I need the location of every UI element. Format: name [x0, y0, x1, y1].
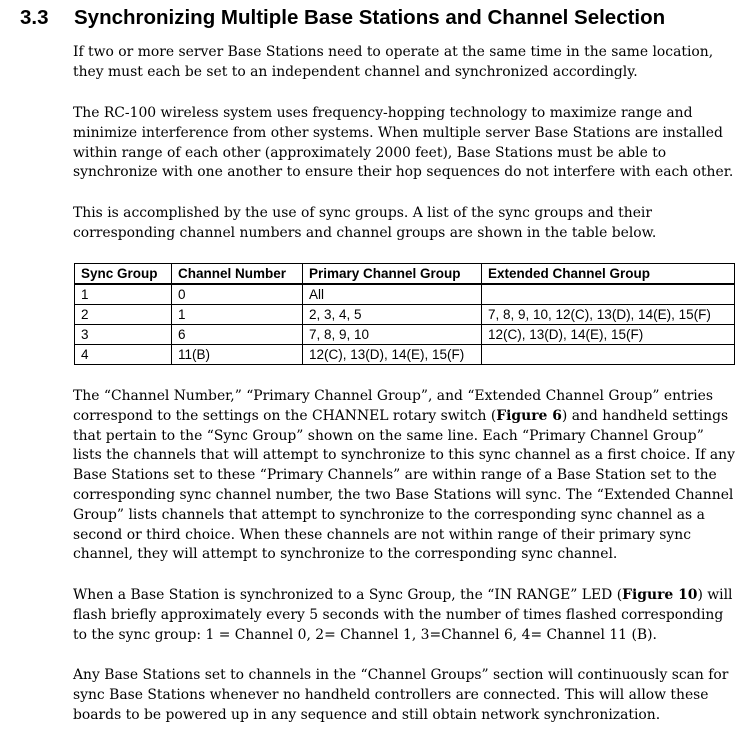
- section-number: 3.3: [20, 6, 49, 29]
- text-line: [73, 407, 738, 427]
- text-line: [73, 586, 738, 606]
- text-run: When a Base Station is synchronized to a Sync Group, the “IN RANGE” LED (: [73, 587, 623, 603]
- text-line: lists the channels that will attempt to synchronize to this sync channel as a first choice. If any: [73, 447, 735, 464]
- text-line: that pertain to the “Sync Group” shown on the same line. Each “Primary Channel Group”: [73, 427, 704, 444]
- figure-6-reference: Figure 6: [496, 407, 562, 424]
- text-line: minimize interference from other systems. When multiple server Base Stations are installed: [73, 124, 723, 141]
- table-row: [75, 305, 735, 325]
- section-heading: [20, 6, 665, 30]
- table-cell: 7, 8, 9, 10: [303, 325, 482, 345]
- text-line: within range of each other (approximately 2000 feet), Base Stations must be able to: [73, 144, 667, 161]
- table-cell: 2, 3, 4, 5: [303, 305, 482, 325]
- table-cell: 11(B): [172, 345, 303, 365]
- table-cell: 6: [172, 325, 303, 345]
- text-line: The RC-100 wireless system uses frequency-hopping technology to maximize range and: [73, 105, 693, 121]
- paragraph-intro: [73, 43, 738, 83]
- table-cell: 12(C), 13(D), 14(E), 15(F): [482, 325, 735, 345]
- table-cell: 7, 8, 9, 10, 12(C), 13(D), 14(E), 15(F): [482, 305, 735, 325]
- text-line: Group” lists channels that attempt to synchronize to the corresponding sync channel as a: [73, 506, 705, 523]
- table-cell: 1: [172, 305, 303, 325]
- header-channel-number: Channel Number: [172, 264, 303, 285]
- text-line: If two or more server Base Stations need to operate at the same time in the same location,: [73, 44, 714, 60]
- text-line: corresponding sync channel number, the two Base Stations will sync. The “Extended Channel: [73, 486, 734, 503]
- paragraph-channel-settings: [73, 387, 738, 565]
- text-line: Base Stations set to these “Primary Channels” are within range of a Base Station set to the: [73, 467, 717, 484]
- text-line: they must each be set to an independent channel and synchronized accordingly.: [73, 63, 638, 80]
- table-cell: 12(C), 13(D), 14(E), 15(F): [303, 345, 482, 365]
- text-line: sync Base Stations whenever no handheld controllers are connected. This will allow these: [73, 686, 709, 703]
- header-sync-group: Sync Group: [75, 264, 172, 285]
- figure-10-reference: Figure 10: [622, 587, 698, 603]
- table-row: [75, 325, 735, 345]
- text-run: ) and handheld settings: [561, 407, 729, 424]
- text-run: ) will: [697, 587, 733, 603]
- paragraph-in-range-led: [73, 586, 738, 645]
- header-primary-channel-group: Primary Channel Group: [303, 264, 482, 285]
- table-cell: 2: [75, 305, 172, 325]
- text-run: correspond to the settings on the CHANNEL rotary switch (: [73, 407, 497, 424]
- table-cell: [482, 345, 735, 365]
- table-cell: 4: [75, 345, 172, 365]
- table-cell: [482, 284, 735, 305]
- table-cell: 0: [172, 284, 303, 305]
- text-line: flash briefly approximately every 5 seconds with the number of times flashed corresponding: [73, 606, 724, 623]
- text-line: Any Base Stations set to channels in the “Channel Groups” section will continuously scan for: [73, 667, 729, 683]
- paragraph-sync-groups: [73, 204, 738, 244]
- paragraph-frequency-hopping: [73, 104, 738, 183]
- table-header-row: [75, 264, 735, 285]
- text-line: to the sync group: 1 = Channel 0, 2= Channel 1, 3=Channel 6, 4= Channel 11 (B).: [73, 626, 657, 643]
- text-line: synchronize with one another to ensure their hop sequences do not interfere with each other.: [73, 164, 734, 181]
- text-line: channel, they will attempt to synchronize to the corresponding sync channel.: [73, 546, 618, 563]
- table-row: [75, 284, 735, 305]
- table-cell: 3: [75, 325, 172, 345]
- text-line: second or third choice. When these channels are not within range of their primary sync: [73, 526, 691, 543]
- text-line: The “Channel Number,” “Primary Channel Group”, and “Extended Channel Group” entries: [73, 388, 714, 404]
- paragraph-channel-groups-scan: [73, 666, 738, 725]
- section-title: Synchronizing Multiple Base Stations and Channel Selection: [74, 6, 666, 29]
- table-cell: 1: [75, 284, 172, 305]
- table-cell: All: [303, 284, 482, 305]
- sync-group-table: [74, 263, 735, 365]
- text-line: This is accomplished by the use of sync groups. A list of the sync groups and their: [73, 205, 652, 221]
- text-line: boards to be powered up in any sequence and still obtain network synchronization.: [73, 706, 661, 723]
- text-line: corresponding channel numbers and channel groups are shown in the table below.: [73, 224, 657, 241]
- table-row: [75, 345, 735, 365]
- header-extended-channel-group: Extended Channel Group: [482, 264, 735, 285]
